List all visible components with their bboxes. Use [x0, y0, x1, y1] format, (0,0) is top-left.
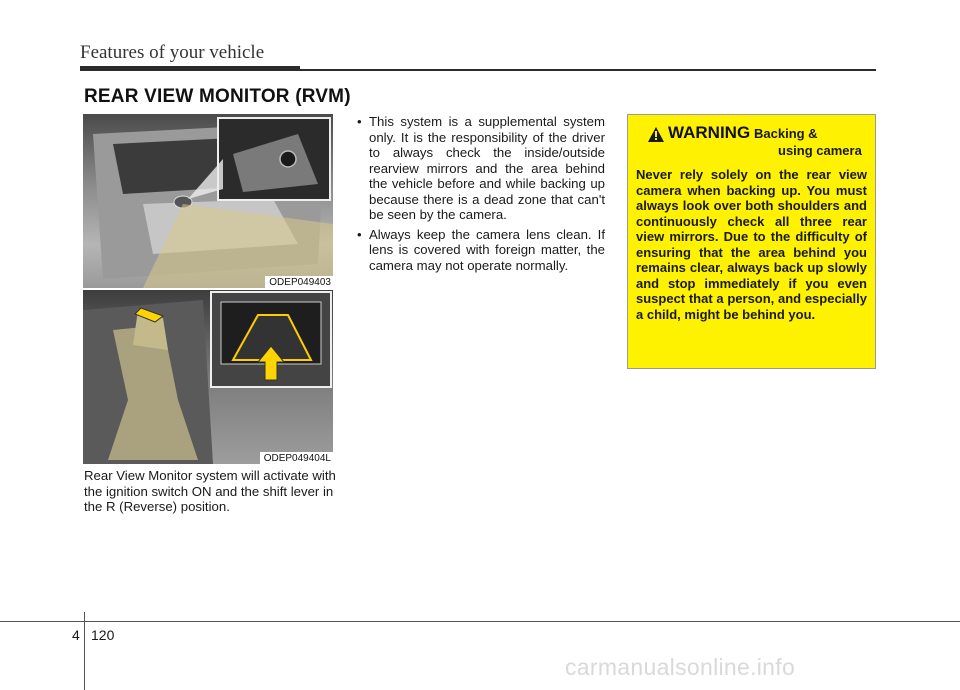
warning-subtitle-line1: Backing &	[754, 126, 818, 141]
bullet-item: • This system is a supplemental system only. It is the responsibility of the driver to always check the inside/outside rearview mirrors and the area behind the vehicle before and while backing up because there is a dead zone that can't be seen by the camera.	[355, 114, 605, 223]
footer-rule	[0, 621, 960, 622]
warning-subtitle-line2: using camera	[778, 143, 862, 158]
warning-body: Never rely solely on the rear view camera when backing up. You must always look over both shoulders and continuously check all three rear view mirrors. Due to the difficulty of ensuring that the area behind you remains clear, always back up slowly and stop immediately if you even suspect that a person, and especially a child, might be behind you.	[636, 167, 867, 322]
rear-car-illustration	[83, 114, 333, 288]
header-rule-thin	[300, 69, 876, 71]
warning-box	[627, 114, 876, 369]
shift-lever-illustration	[83, 290, 333, 464]
bullet-item: • Always keep the camera lens clean. If lens is covered with foreign matter, the camera may not operate normally.	[355, 227, 605, 274]
shift-lever-figure	[83, 290, 333, 464]
bullet-list	[355, 114, 605, 277]
warning-header	[636, 121, 867, 161]
figure-label: ODEP049403	[265, 276, 333, 288]
warning-word: WARNING -	[668, 123, 761, 142]
warning-triangle-icon	[648, 127, 664, 142]
header-rule-thick	[80, 66, 300, 71]
section-title: REAR VIEW MONITOR (RVM)	[84, 86, 351, 107]
chapter-title: Features of your vehicle	[80, 42, 265, 63]
section-number: 4	[72, 627, 80, 643]
watermark: carmanualsonline.info	[565, 654, 796, 680]
figure-label: ODEP049404L	[260, 452, 333, 464]
intro-paragraph: Rear View Monitor system will activate with the ignition switch ON and the shift lever in the R (Reverse) position.	[84, 468, 336, 514]
page-number: 120	[91, 627, 115, 643]
footer-divider	[84, 612, 85, 690]
rear-camera-figure	[83, 114, 333, 288]
